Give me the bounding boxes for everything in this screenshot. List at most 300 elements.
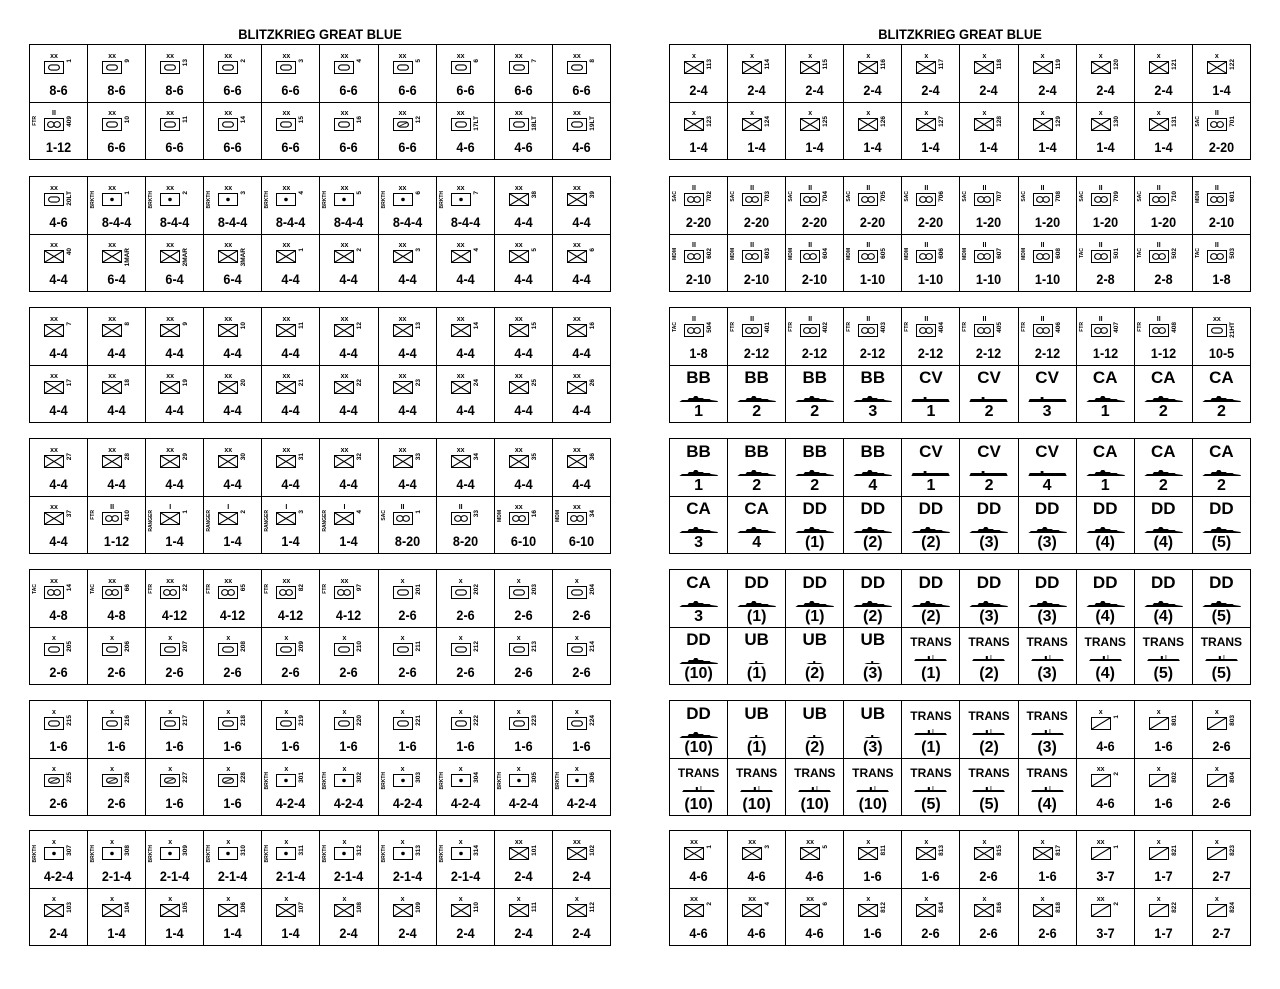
unit-counter[interactable]: [728, 45, 786, 102]
unit-counter[interactable]: [30, 496, 88, 553]
naval-counter[interactable]: [786, 365, 844, 422]
unit-counter[interactable]: [960, 308, 1018, 365]
unit-counter[interactable]: [670, 102, 728, 159]
unit-counter[interactable]: [1019, 234, 1077, 291]
unit-counter[interactable]: [262, 308, 320, 365]
unit-counter[interactable]: [320, 234, 378, 291]
unit-counter[interactable]: [204, 365, 262, 422]
naval-counter[interactable]: [728, 439, 786, 496]
naval-counter[interactable]: [728, 570, 786, 627]
naval-counter[interactable]: [1135, 365, 1193, 422]
unit-counter[interactable]: [1077, 831, 1135, 888]
unit-counter[interactable]: [88, 758, 146, 815]
unit-counter[interactable]: [1193, 831, 1250, 888]
unit-counter[interactable]: [670, 177, 728, 234]
unit-counter[interactable]: [30, 888, 88, 945]
unit-counter[interactable]: [1077, 45, 1135, 102]
unit-counter[interactable]: [786, 831, 844, 888]
unit-counter[interactable]: [553, 102, 610, 159]
naval-counter[interactable]: [786, 701, 844, 758]
unit-counter[interactable]: [728, 102, 786, 159]
naval-counter[interactable]: [1019, 496, 1077, 553]
unit-counter[interactable]: [786, 177, 844, 234]
unit-counter[interactable]: [844, 888, 902, 945]
unit-counter[interactable]: [1193, 701, 1250, 758]
counter-block: [29, 44, 611, 160]
unit-counter[interactable]: [320, 758, 378, 815]
unit-counter[interactable]: [262, 45, 320, 102]
unit-counter[interactable]: [495, 365, 553, 422]
naval-counter[interactable]: [670, 365, 728, 422]
naval-counter[interactable]: [844, 439, 902, 496]
naval-counter[interactable]: [844, 701, 902, 758]
unit-counter[interactable]: [30, 234, 88, 291]
naval-counter[interactable]: [1077, 365, 1135, 422]
unit-counter[interactable]: [1019, 831, 1077, 888]
unit-counter[interactable]: [1193, 888, 1250, 945]
naval-counter[interactable]: [1077, 627, 1135, 684]
naval-counter[interactable]: [786, 570, 844, 627]
unit-counter[interactable]: [88, 102, 146, 159]
unit-counter[interactable]: [30, 45, 88, 102]
unit-counter[interactable]: [1193, 758, 1250, 815]
unit-counter[interactable]: [30, 365, 88, 422]
naval-counter[interactable]: [786, 439, 844, 496]
unit-counter[interactable]: [495, 496, 553, 553]
unit-counter[interactable]: [379, 308, 437, 365]
unit-counter[interactable]: [320, 831, 378, 888]
unit-counter[interactable]: [553, 758, 610, 815]
naval-counter[interactable]: [786, 758, 844, 815]
unit-counter[interactable]: [320, 308, 378, 365]
unit-counter[interactable]: [553, 831, 610, 888]
unit-counter[interactable]: [437, 496, 495, 553]
unit-counter[interactable]: [553, 627, 610, 684]
unit-counter[interactable]: [88, 570, 146, 627]
unit-counter[interactable]: [379, 365, 437, 422]
unit-counter[interactable]: [553, 888, 610, 945]
naval-counter[interactable]: [786, 496, 844, 553]
unit-counter[interactable]: [146, 758, 204, 815]
air-icon: [1091, 193, 1111, 206]
unit-counter[interactable]: [902, 308, 960, 365]
naval-counter[interactable]: [1135, 570, 1193, 627]
unit-counter[interactable]: [30, 439, 88, 496]
unit-counter[interactable]: [204, 439, 262, 496]
unit-counter[interactable]: [262, 177, 320, 234]
unit-counter[interactable]: [670, 45, 728, 102]
unit-counter[interactable]: [960, 831, 1018, 888]
unit-counter[interactable]: [553, 570, 610, 627]
unit-counter[interactable]: [204, 627, 262, 684]
unit-counter[interactable]: [495, 308, 553, 365]
unit-counter[interactable]: [437, 888, 495, 945]
naval-counter[interactable]: [902, 365, 960, 422]
naval-counter[interactable]: [670, 496, 728, 553]
unit-counter[interactable]: [1193, 177, 1250, 234]
unit-counter[interactable]: [844, 308, 902, 365]
unit-counter[interactable]: [495, 831, 553, 888]
unit-counter[interactable]: [495, 45, 553, 102]
unit-counter[interactable]: [30, 758, 88, 815]
unit-counter[interactable]: [204, 496, 262, 553]
unit-counter[interactable]: [1077, 888, 1135, 945]
unit-id: 3: [298, 510, 306, 514]
unit-counter[interactable]: [204, 888, 262, 945]
arm-icon: [160, 643, 180, 656]
unit-counter[interactable]: [553, 439, 610, 496]
naval-counter[interactable]: [1193, 496, 1250, 553]
unit-counter[interactable]: [146, 888, 204, 945]
unit-counter[interactable]: [844, 102, 902, 159]
naval-counter[interactable]: [960, 570, 1018, 627]
naval-counter[interactable]: [902, 570, 960, 627]
unit-counter[interactable]: [495, 570, 553, 627]
unit-counter[interactable]: [437, 570, 495, 627]
unit-counter[interactable]: [553, 45, 610, 102]
unit-counter[interactable]: [1135, 102, 1193, 159]
naval-counter[interactable]: [728, 701, 786, 758]
naval-counter[interactable]: [1077, 439, 1135, 496]
unit-counter[interactable]: [379, 102, 437, 159]
naval-counter[interactable]: [960, 496, 1018, 553]
unit-counter[interactable]: [437, 701, 495, 758]
unit-counter[interactable]: [1077, 234, 1135, 291]
naval-counter[interactable]: [960, 627, 1018, 684]
unit-counter[interactable]: [320, 627, 378, 684]
unit-counter[interactable]: [262, 570, 320, 627]
naval-counter[interactable]: [960, 701, 1018, 758]
unit-counter[interactable]: [1077, 308, 1135, 365]
unit-counter[interactable]: [30, 701, 88, 758]
unit-counter[interactable]: [320, 365, 378, 422]
naval-counter[interactable]: [728, 627, 786, 684]
unit-counter[interactable]: [902, 177, 960, 234]
naval-counter[interactable]: [960, 758, 1018, 815]
unit-counter[interactable]: [437, 45, 495, 102]
naval-counter[interactable]: [728, 496, 786, 553]
unit-size: x: [52, 709, 56, 716]
naval-counter[interactable]: [786, 627, 844, 684]
unit-counter[interactable]: [437, 439, 495, 496]
ship-strength: (5): [921, 796, 941, 813]
unit-counter[interactable]: [495, 102, 553, 159]
unit-counter[interactable]: [379, 831, 437, 888]
unit-counter[interactable]: [553, 365, 610, 422]
unit-counter[interactable]: [728, 308, 786, 365]
unit-counter[interactable]: [960, 102, 1018, 159]
unit-counter[interactable]: [1077, 701, 1135, 758]
naval-counter[interactable]: [670, 758, 728, 815]
unit-counter[interactable]: [88, 177, 146, 234]
unit-counter[interactable]: [960, 177, 1018, 234]
naval-counter[interactable]: [1193, 627, 1250, 684]
unit-counter[interactable]: [262, 831, 320, 888]
unit-counter[interactable]: [204, 308, 262, 365]
unit-counter[interactable]: [495, 177, 553, 234]
unit-counter[interactable]: [1135, 831, 1193, 888]
naval-counter[interactable]: [1193, 439, 1250, 496]
naval-counter[interactable]: [1193, 365, 1250, 422]
unit-counter[interactable]: [204, 102, 262, 159]
unit-counter[interactable]: [379, 570, 437, 627]
unit-counter[interactable]: [379, 234, 437, 291]
unit-counter[interactable]: [437, 627, 495, 684]
unit-counter[interactable]: [960, 45, 1018, 102]
unit-counter[interactable]: [262, 701, 320, 758]
unit-counter[interactable]: [320, 439, 378, 496]
arm-icon: [334, 717, 354, 730]
ship-type: DD: [1151, 573, 1176, 592]
unit-counter[interactable]: [1019, 888, 1077, 945]
unit-counter[interactable]: [495, 234, 553, 291]
unit-strength: 1-6: [339, 738, 359, 754]
naval-counter[interactable]: [728, 365, 786, 422]
unit-strength: 1-6: [107, 738, 126, 754]
unit-counter[interactable]: [844, 234, 902, 291]
unit-counter[interactable]: [146, 234, 204, 291]
unit-counter[interactable]: [379, 888, 437, 945]
unit-counter[interactable]: [1193, 308, 1250, 365]
unit-counter[interactable]: [553, 177, 610, 234]
unit-counter[interactable]: [204, 570, 262, 627]
naval-counter[interactable]: [1019, 439, 1077, 496]
unit-counter[interactable]: [146, 45, 204, 102]
unit-counter[interactable]: [320, 102, 378, 159]
unit-counter[interactable]: [320, 496, 378, 553]
unit-size: II: [924, 242, 929, 249]
naval-counter[interactable]: [670, 570, 728, 627]
unit-counter[interactable]: [495, 758, 553, 815]
unit-counter[interactable]: [204, 45, 262, 102]
unit-counter[interactable]: [30, 831, 88, 888]
naval-counter[interactable]: [902, 627, 960, 684]
unit-counter[interactable]: [1135, 177, 1193, 234]
naval-counter[interactable]: [1019, 758, 1077, 815]
naval-counter[interactable]: [902, 496, 960, 553]
unit-counter[interactable]: [902, 45, 960, 102]
unit-counter[interactable]: [1193, 45, 1250, 102]
unit-counter[interactable]: [844, 177, 902, 234]
unit-counter[interactable]: [786, 888, 844, 945]
unit-counter[interactable]: [902, 234, 960, 291]
unit-counter[interactable]: [553, 496, 610, 553]
unit-counter[interactable]: [88, 234, 146, 291]
unit-counter[interactable]: [204, 701, 262, 758]
unit-size: x: [168, 766, 173, 773]
unit-counter[interactable]: [553, 308, 610, 365]
unit-counter[interactable]: [204, 831, 262, 888]
naval-counter[interactable]: [670, 627, 728, 684]
unit-counter[interactable]: [88, 365, 146, 422]
unit-counter[interactable]: [320, 888, 378, 945]
unit-counter[interactable]: [30, 308, 88, 365]
unit-counter[interactable]: [960, 234, 1018, 291]
unit-counter[interactable]: [262, 888, 320, 945]
unit-counter[interactable]: [262, 496, 320, 553]
naval-counter[interactable]: [902, 758, 960, 815]
unit-counter[interactable]: [495, 888, 553, 945]
unit-counter[interactable]: [495, 439, 553, 496]
unit-type-label: FTR: [962, 322, 969, 332]
naval-counter[interactable]: [960, 439, 1018, 496]
naval-counter[interactable]: [1077, 496, 1135, 553]
unit-counter[interactable]: [437, 758, 495, 815]
unit-counter[interactable]: [786, 45, 844, 102]
unit-counter[interactable]: [379, 496, 437, 553]
unit-counter[interactable]: [553, 234, 610, 291]
unit-counter[interactable]: [88, 888, 146, 945]
unit-counter[interactable]: [1193, 234, 1250, 291]
unit-counter[interactable]: [320, 177, 378, 234]
unit-counter[interactable]: [786, 308, 844, 365]
unit-counter[interactable]: [670, 888, 728, 945]
naval-counter[interactable]: [670, 701, 728, 758]
unit-counter[interactable]: [146, 831, 204, 888]
unit-counter[interactable]: [262, 439, 320, 496]
counter-row: [30, 831, 610, 889]
unit-counter[interactable]: [88, 701, 146, 758]
unit-counter[interactable]: [146, 570, 204, 627]
naval-counter[interactable]: [844, 627, 902, 684]
unit-counter[interactable]: [1077, 758, 1135, 815]
unit-counter[interactable]: [320, 570, 378, 627]
naval-counter[interactable]: [1193, 570, 1250, 627]
unit-counter[interactable]: [146, 308, 204, 365]
unit-counter[interactable]: [204, 234, 262, 291]
unit-counter[interactable]: [146, 365, 204, 422]
unit-counter[interactable]: [728, 234, 786, 291]
unit-counter[interactable]: [437, 365, 495, 422]
unit-counter[interactable]: [146, 496, 204, 553]
unit-id: 4: [356, 59, 364, 63]
naval-counter[interactable]: [902, 439, 960, 496]
unit-counter[interactable]: [670, 234, 728, 291]
unit-counter[interactable]: [204, 758, 262, 815]
unit-counter[interactable]: [786, 102, 844, 159]
unit-counter[interactable]: [146, 177, 204, 234]
unit-counter[interactable]: [437, 177, 495, 234]
unit-counter[interactable]: [30, 177, 88, 234]
unit-counter[interactable]: [379, 177, 437, 234]
unit-counter[interactable]: [88, 308, 146, 365]
unit-counter[interactable]: [262, 365, 320, 422]
unit-counter[interactable]: [1135, 888, 1193, 945]
unit-counter[interactable]: [902, 102, 960, 159]
unit-counter[interactable]: [902, 888, 960, 945]
unit-counter[interactable]: [1077, 177, 1135, 234]
unit-counter[interactable]: [960, 888, 1018, 945]
unit-counter[interactable]: [670, 308, 728, 365]
unit-counter[interactable]: [262, 758, 320, 815]
naval-counter[interactable]: [844, 365, 902, 422]
naval-counter[interactable]: [1019, 627, 1077, 684]
naval-counter[interactable]: [1019, 365, 1077, 422]
unit-counter[interactable]: [146, 439, 204, 496]
unit-counter[interactable]: [728, 177, 786, 234]
unit-counter[interactable]: [88, 831, 146, 888]
unit-counter[interactable]: [1135, 701, 1193, 758]
unit-counter[interactable]: [495, 701, 553, 758]
unit-counter[interactable]: [1019, 45, 1077, 102]
unit-counter[interactable]: [88, 45, 146, 102]
unit-counter[interactable]: [146, 701, 204, 758]
unit-counter[interactable]: [262, 234, 320, 291]
unit-counter[interactable]: [670, 831, 728, 888]
unit-counter[interactable]: [30, 102, 88, 159]
unit-counter[interactable]: [1135, 758, 1193, 815]
naval-counter[interactable]: [844, 758, 902, 815]
unit-counter[interactable]: [844, 831, 902, 888]
unit-counter[interactable]: [1193, 102, 1250, 159]
unit-strength: 10-5: [1208, 345, 1235, 361]
naval-counter[interactable]: [728, 758, 786, 815]
unit-counter[interactable]: [1077, 102, 1135, 159]
unit-counter[interactable]: [437, 102, 495, 159]
unit-counter[interactable]: [495, 627, 553, 684]
unit-counter[interactable]: [437, 308, 495, 365]
unit-counter[interactable]: [1019, 177, 1077, 234]
unit-counter[interactable]: [88, 496, 146, 553]
unit-counter[interactable]: [379, 758, 437, 815]
naval-counter[interactable]: [1135, 496, 1193, 553]
unit-counter[interactable]: [728, 831, 786, 888]
unit-counter[interactable]: [88, 439, 146, 496]
unit-counter[interactable]: [902, 831, 960, 888]
naval-counter[interactable]: [1135, 627, 1193, 684]
naval-counter[interactable]: [844, 496, 902, 553]
unit-counter[interactable]: [437, 234, 495, 291]
unit-counter[interactable]: [88, 627, 146, 684]
unit-counter[interactable]: [262, 627, 320, 684]
unit-counter[interactable]: [1019, 308, 1077, 365]
unit-counter[interactable]: [379, 701, 437, 758]
naval-counter[interactable]: [1019, 570, 1077, 627]
unit-strength: 1-6: [572, 738, 591, 754]
unit-counter[interactable]: [146, 102, 204, 159]
unit-counter[interactable]: [379, 439, 437, 496]
unit-counter[interactable]: [1135, 45, 1193, 102]
unit-counter[interactable]: [379, 627, 437, 684]
unit-counter[interactable]: [146, 627, 204, 684]
unit-counter[interactable]: [262, 102, 320, 159]
naval-counter[interactable]: [670, 439, 728, 496]
unit-counter[interactable]: [30, 627, 88, 684]
unit-strength: 4-8: [107, 607, 126, 623]
unit-counter[interactable]: [1135, 308, 1193, 365]
unit-counter[interactable]: [844, 45, 902, 102]
unit-id: 303: [414, 772, 422, 783]
naval-counter[interactable]: [1135, 439, 1193, 496]
naval-counter[interactable]: [902, 701, 960, 758]
unit-counter[interactable]: [204, 177, 262, 234]
naval-counter[interactable]: [1077, 570, 1135, 627]
unit-counter[interactable]: [320, 45, 378, 102]
unit-counter[interactable]: [320, 701, 378, 758]
unit-counter[interactable]: [30, 570, 88, 627]
unit-counter[interactable]: [786, 234, 844, 291]
naval-counter[interactable]: [844, 570, 902, 627]
ship-strength: (5): [1211, 534, 1232, 551]
unit-counter[interactable]: [1019, 102, 1077, 159]
unit-counter[interactable]: [553, 701, 610, 758]
unit-counter[interactable]: [437, 831, 495, 888]
unit-counter[interactable]: [1135, 234, 1193, 291]
unit-counter[interactable]: [728, 888, 786, 945]
naval-counter[interactable]: [1019, 701, 1077, 758]
unit-counter[interactable]: [379, 45, 437, 102]
naval-counter[interactable]: [960, 365, 1018, 422]
